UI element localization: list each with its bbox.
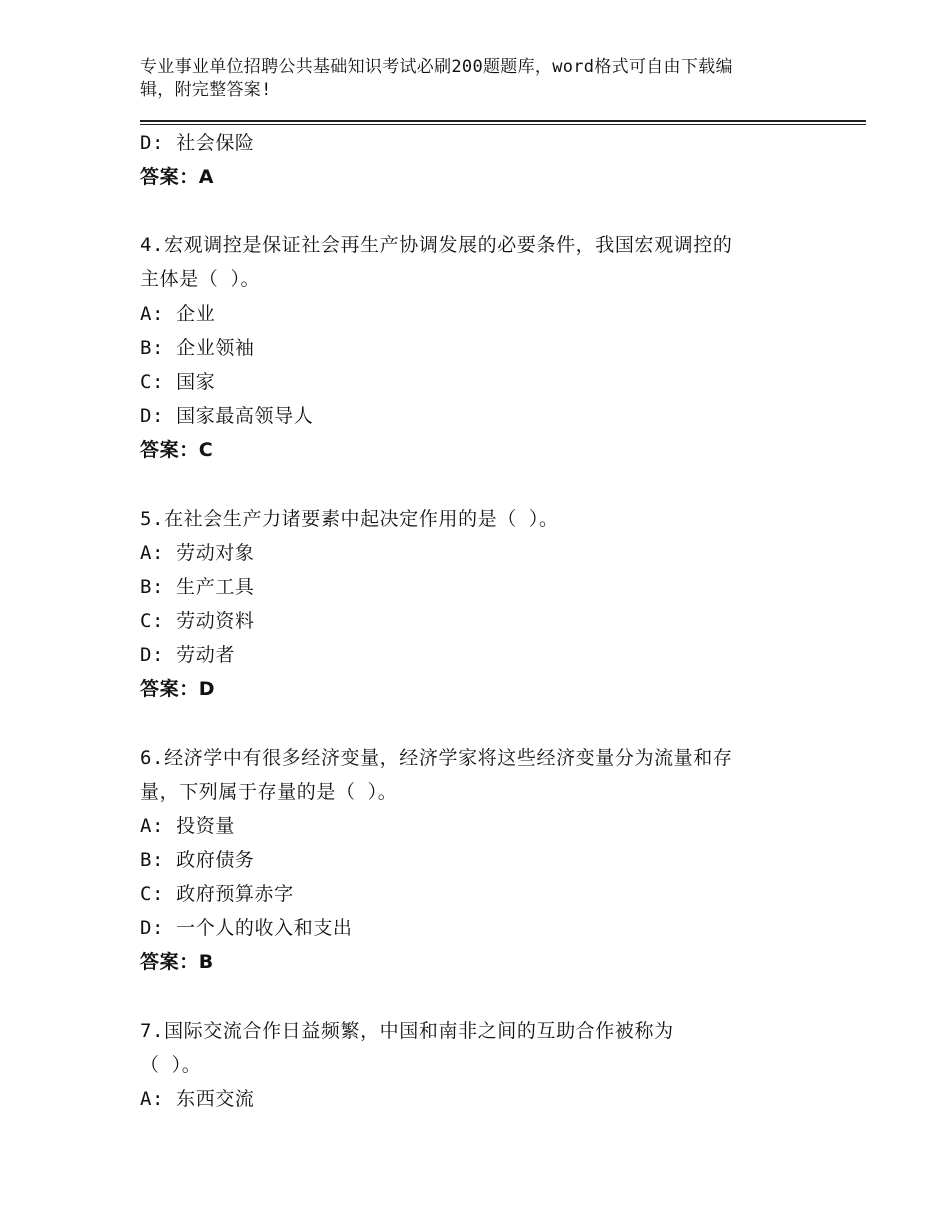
page-header bbox=[140, 56, 790, 102]
q5-option-a: A: 劳动对象 bbox=[140, 542, 255, 564]
header-line-1: 专业事业单位招聘公共基础知识考试必刷200题题库，word格式可自由下载编 bbox=[140, 57, 733, 77]
q6-option-a: A: 投资量 bbox=[140, 815, 235, 837]
q5-option-c: C: 劳动资料 bbox=[140, 610, 255, 632]
prev-answer: 答案：A bbox=[140, 166, 215, 188]
q6-option-d: D: 一个人的收入和支出 bbox=[140, 917, 353, 939]
header-line-2: 辑，附完整答案! bbox=[140, 80, 272, 100]
q6-stem-line-1: 6.经济学中有很多经济变量，经济学家将这些经济变量分为流量和存 bbox=[140, 747, 733, 769]
prev-option-d: D: 社会保险 bbox=[140, 132, 255, 154]
q5-stem-line-1: 5.在社会生产力诸要素中起决定作用的是（ ）。 bbox=[140, 508, 559, 530]
q5-option-d: D: 劳动者 bbox=[140, 644, 235, 666]
q5-answer: 答案：D bbox=[140, 678, 216, 700]
q6-option-c: C: 政府预算赤字 bbox=[140, 883, 294, 905]
q5-option-b: B: 生产工具 bbox=[140, 576, 255, 598]
q6-stem-line-2: 量，下列属于存量的是（ ）。 bbox=[140, 781, 398, 803]
q4-answer: 答案：C bbox=[140, 439, 214, 461]
q7-stem-line-2: （ ）。 bbox=[140, 1054, 202, 1076]
q4-stem-line-2: 主体是（ ）。 bbox=[140, 268, 261, 290]
q4-option-c: C: 国家 bbox=[140, 371, 216, 393]
q6-answer: 答案：B bbox=[140, 951, 214, 973]
q6-option-b: B: 政府债务 bbox=[140, 849, 255, 871]
q4-option-b: B: 企业领袖 bbox=[140, 337, 255, 359]
q7-stem-line-1: 7.国际交流合作日益频繁，中国和南非之间的互助合作被称为 bbox=[140, 1020, 674, 1042]
q4-option-a: A: 企业 bbox=[140, 303, 216, 325]
q4-stem-line-1: 4.宏观调控是保证社会再生产协调发展的必要条件，我国宏观调控的 bbox=[140, 234, 733, 256]
header-rule-thin bbox=[140, 124, 866, 125]
q7-option-a: A: 东西交流 bbox=[140, 1088, 255, 1110]
q4-option-d: D: 国家最高领导人 bbox=[140, 405, 314, 427]
header-rule-thick bbox=[140, 120, 866, 122]
